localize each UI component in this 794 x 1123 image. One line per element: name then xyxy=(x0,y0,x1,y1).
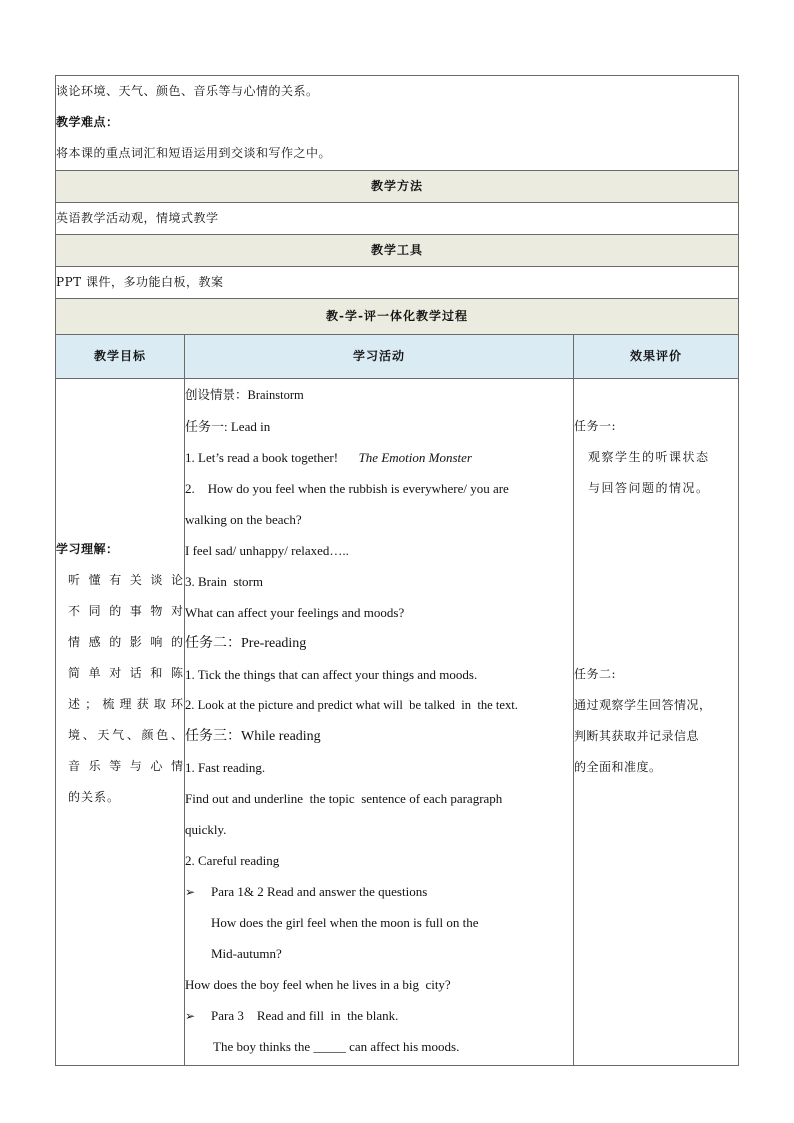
tools-row xyxy=(56,267,739,299)
goal-cell xyxy=(56,379,185,1066)
eval-task1-line: 观察学生的听课状态 xyxy=(588,450,710,464)
bullet-text: Para 1& 2 Read and answer the questions xyxy=(211,884,428,899)
activity-line: Find out and underline the topic sentence of each paragraph xyxy=(185,791,503,806)
activity-bullet-line xyxy=(185,876,573,907)
goal-line: 不同的事物对 xyxy=(68,604,184,618)
activity-line: Mid-autumn? xyxy=(211,946,282,961)
activity-line: 1. Tick the things that can affect your things and moods. xyxy=(185,667,478,682)
eval-task1-label: 任务一: xyxy=(574,419,617,433)
activity-line: walking on the beach? xyxy=(185,512,302,527)
activity-line: What can affect your feelings and moods? xyxy=(185,605,405,620)
activity-line: 3. Brain storm xyxy=(185,574,263,589)
activity-line: How does the girl feel when the moon is full on the xyxy=(211,915,479,930)
eval-cell xyxy=(574,379,739,1066)
activity-line: 2. Look at the picture and predict what will be talked in the text. xyxy=(185,698,518,712)
goal-label: 学习理解： xyxy=(56,542,119,556)
bullet-text: Para 3 Read and fill in the blank. xyxy=(211,1008,399,1023)
eval-task2-label: 任务二: xyxy=(574,667,617,681)
lesson-plan-table xyxy=(55,75,739,1066)
col-header-goal: 教学目标 xyxy=(56,335,185,379)
goal-line: 音乐等与心情 xyxy=(68,759,184,773)
methods-header-row xyxy=(56,171,739,203)
bullet-arrow-icon: ➢ xyxy=(185,1009,196,1023)
eval-task2-line: 判断其获取并记录信息 xyxy=(574,729,700,743)
activity-line: 任务三：While reading xyxy=(185,729,321,744)
book-title: The Emotion Monster xyxy=(358,450,472,465)
goal-line: 述；梳理获取环 xyxy=(68,697,184,711)
process-header: 教-学-评一体化教学过程 xyxy=(56,299,739,335)
activity-line: The boy thinks the _____ can affect his moods. xyxy=(213,1039,460,1054)
tools-header: 教学工具 xyxy=(56,235,739,267)
difficulty-label: 教学难点： xyxy=(56,115,119,129)
tools-header-row xyxy=(56,235,739,267)
methods-row xyxy=(56,203,739,235)
topic-line: 谈论环境、天气、颜色、音乐等与心情的关系。 xyxy=(56,84,319,98)
process-header-row xyxy=(56,299,739,335)
activity-line-book xyxy=(185,442,573,473)
activity-line: How does the boy feel when he lives in a big city? xyxy=(185,977,451,992)
methods-header: 教学方法 xyxy=(56,171,739,203)
goal-line: 的关系。 xyxy=(68,790,121,804)
goal-line: 境、天气、颜色、 xyxy=(68,728,184,742)
activity-line: 创设情景：Brainstorm xyxy=(185,388,304,402)
book-prompt: 1. Let’s read a book together! xyxy=(185,450,339,465)
activity-line: quickly. xyxy=(185,822,227,837)
goal-line: 简单对话和陈 xyxy=(68,666,184,680)
goal-line: 听懂有关谈论 xyxy=(68,573,184,587)
process-body-row xyxy=(56,379,739,1066)
activity-bullet-line xyxy=(185,1000,573,1031)
activity-line: 任务一: Lead in xyxy=(185,419,271,434)
top-section-row xyxy=(56,76,739,171)
col-header-activity: 学习活动 xyxy=(185,335,574,379)
activity-line: 2. How do you feel when the rubbish is everywhere/ you are xyxy=(185,481,509,496)
methods-text: 英语教学活动观，情境式教学 xyxy=(56,211,219,225)
tools-text: PPT 课件，多功能白板，教案 xyxy=(56,275,224,289)
eval-task2-line: 的全面和准度。 xyxy=(574,760,662,774)
eval-task2-line: 通过观察学生回答情况， xyxy=(574,698,712,712)
bullet-arrow-icon: ➢ xyxy=(185,885,196,899)
activity-line: 任务二：Pre-reading xyxy=(185,636,307,651)
column-header-row xyxy=(56,335,739,379)
goal-line: 情感的影响的 xyxy=(68,635,184,649)
activity-line: I feel sad/ unhappy/ relaxed….. xyxy=(185,543,349,558)
difficulty-text: 将本课的重点词汇和短语运用到交谈和写作之中。 xyxy=(56,146,332,160)
eval-task1-line: 与回答问题的情况。 xyxy=(588,481,710,495)
goal-text xyxy=(56,565,184,813)
col-header-eval: 效果评价 xyxy=(574,335,739,379)
activity-line: 2. Careful reading xyxy=(185,853,280,868)
activity-line: 1. Fast reading. xyxy=(185,760,266,775)
activity-cell xyxy=(185,379,574,1066)
